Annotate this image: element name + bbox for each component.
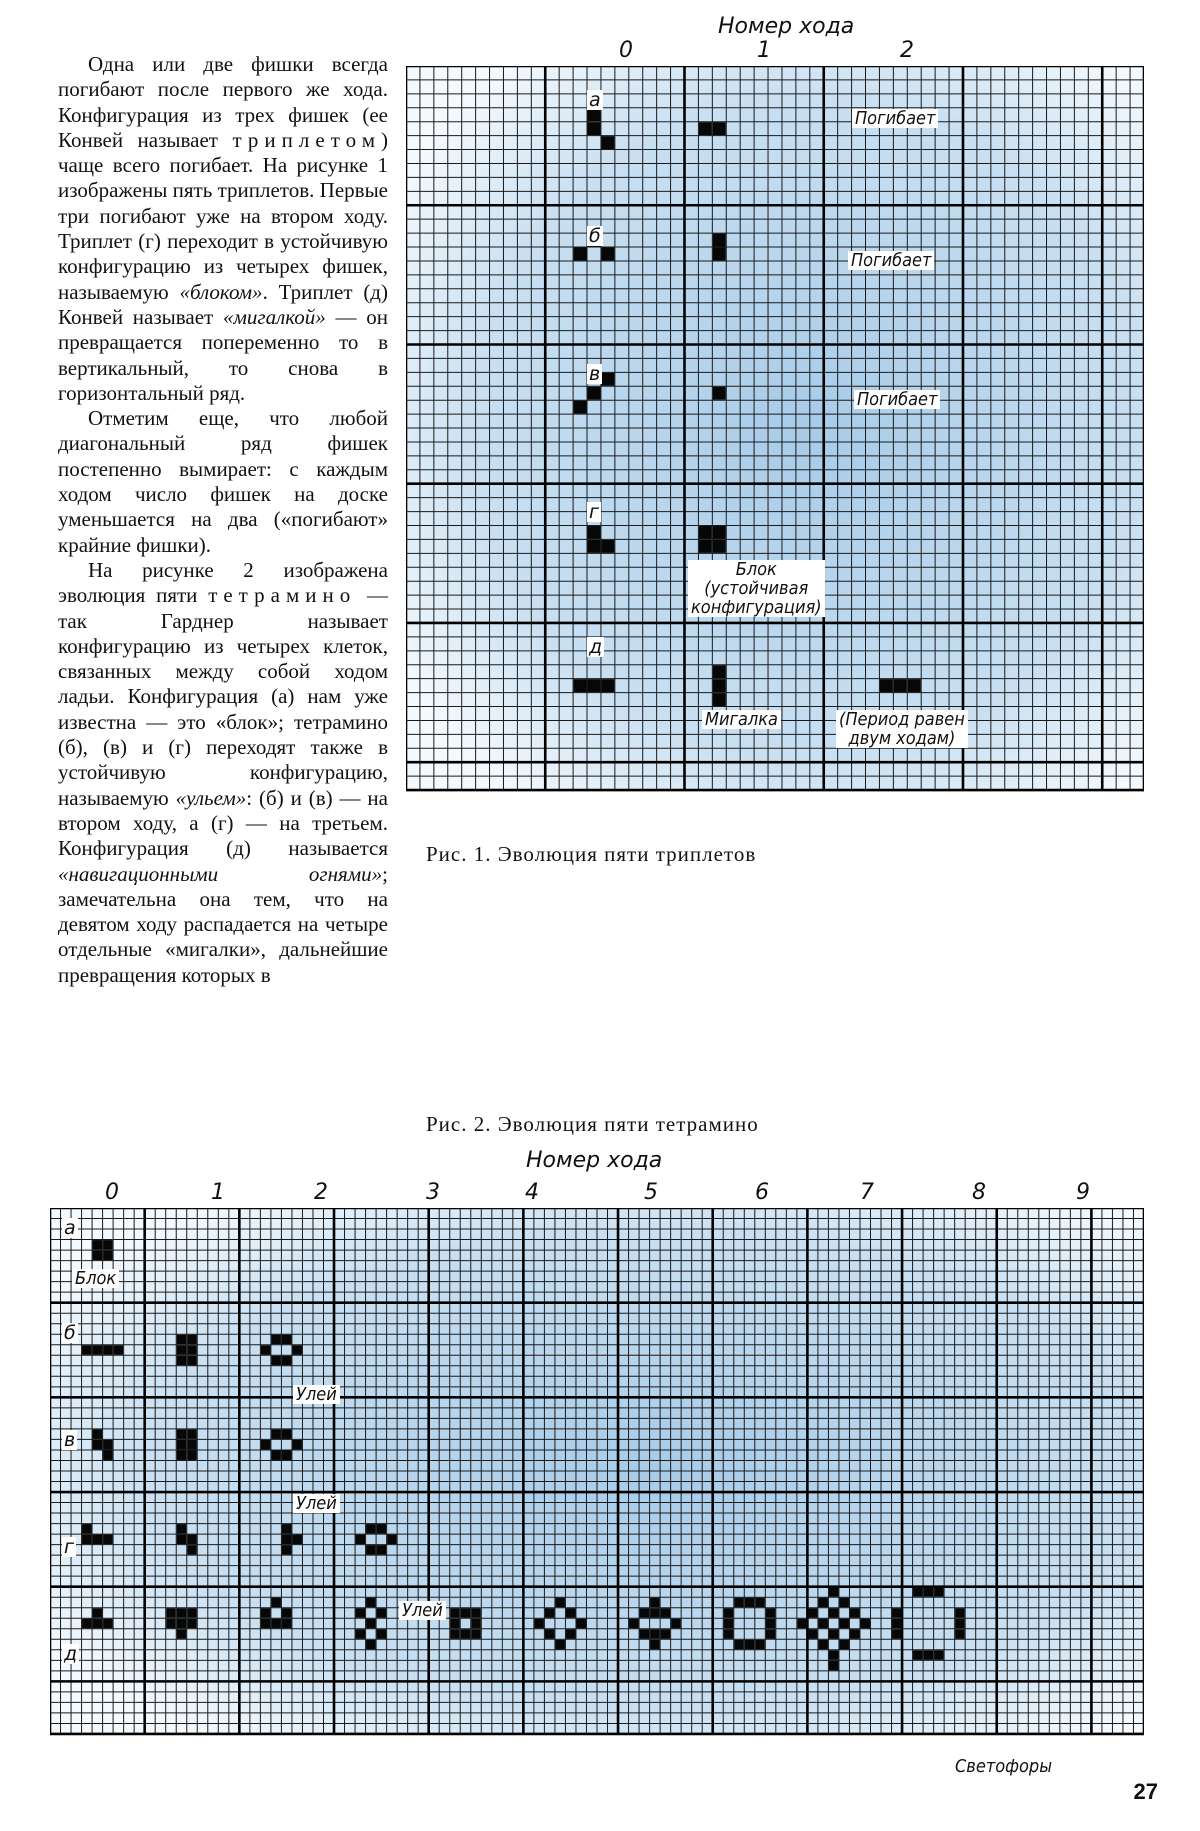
fig2-piece bbox=[356, 1608, 366, 1618]
fig2-piece bbox=[187, 1429, 197, 1439]
fig2-piece bbox=[629, 1619, 639, 1629]
fig2-piece bbox=[829, 1629, 839, 1639]
fig2-piece bbox=[924, 1587, 934, 1597]
page-number: 27 bbox=[1133, 1779, 1158, 1804]
fig2-piece bbox=[829, 1650, 839, 1660]
fig2-piece bbox=[187, 1345, 197, 1355]
fig1-piece bbox=[601, 248, 614, 261]
fig2-piece bbox=[755, 1598, 765, 1608]
paragraph-1: Одна или две фишки всегда погибают после первого же хода. Конфигурация из трех фишек (ее Конвей называет триплетом) чаще всего погибает. На рисунке 1 изображены пять триплетов. Первые три погибают уже на втором ходу. Триплет (г) переходит в устойчивую конфигурацию из четырех фишек, называемую «блоком». Триплет (д) Конвей называет «мигалкой» — он превращается попеременно то в вертикальный, то снова в горизонтальный ряд. bbox=[58, 52, 388, 405]
fig2-piece bbox=[661, 1608, 671, 1618]
fig2-col-2: 2 bbox=[314, 1180, 328, 1205]
fig2-piece bbox=[450, 1608, 460, 1618]
fig1-piece bbox=[894, 679, 907, 692]
fig2-piece bbox=[177, 1629, 187, 1639]
fig2-piece bbox=[839, 1619, 849, 1629]
fig2-piece bbox=[934, 1587, 944, 1597]
fig1-piece bbox=[713, 248, 726, 261]
fig2-piece bbox=[261, 1345, 271, 1355]
fig2-piece bbox=[755, 1640, 765, 1650]
fig2-piece bbox=[471, 1608, 481, 1618]
fig2-label-hive-g: Улей bbox=[399, 1601, 446, 1620]
fig2-piece bbox=[177, 1535, 187, 1545]
fig2-piece bbox=[839, 1598, 849, 1608]
fig2-piece bbox=[829, 1587, 839, 1597]
fig2-piece bbox=[177, 1429, 187, 1439]
fig2-piece bbox=[366, 1598, 376, 1608]
fig2-piece bbox=[745, 1640, 755, 1650]
fig2-piece bbox=[913, 1650, 923, 1660]
fig2-piece bbox=[177, 1524, 187, 1534]
fig2-piece bbox=[187, 1545, 197, 1555]
fig2-row-v: в bbox=[64, 1429, 76, 1451]
fig2-piece bbox=[177, 1450, 187, 1460]
fig1-row-v: в bbox=[589, 363, 601, 385]
fig2-row-b: б bbox=[64, 1322, 76, 1344]
fig2-piece bbox=[93, 1608, 103, 1618]
fig2-piece bbox=[640, 1629, 650, 1639]
fig2-piece bbox=[934, 1650, 944, 1660]
fig1-label-dies-v: Погибает bbox=[854, 390, 940, 409]
fig2-piece bbox=[377, 1524, 387, 1534]
fig2-piece bbox=[892, 1629, 902, 1639]
fig2-piece bbox=[555, 1640, 565, 1650]
fig2-piece bbox=[829, 1608, 839, 1618]
fig2-piece bbox=[377, 1545, 387, 1555]
fig1-col-0: 0 bbox=[619, 38, 633, 63]
fig2-piece bbox=[271, 1450, 281, 1460]
fig2-piece bbox=[377, 1608, 387, 1618]
fig2-piece bbox=[818, 1598, 828, 1608]
fig1-piece bbox=[713, 122, 726, 135]
fig2-piece bbox=[829, 1661, 839, 1671]
fig2-piece bbox=[187, 1440, 197, 1450]
fig2-piece bbox=[292, 1535, 302, 1545]
fig2-piece bbox=[892, 1608, 902, 1618]
fig2-piece bbox=[187, 1356, 197, 1366]
fig2-piece bbox=[661, 1629, 671, 1639]
fig1-caption: Рис. 1. Эволюция пяти триплетов bbox=[426, 842, 757, 866]
fig2-piece bbox=[261, 1619, 271, 1629]
fig2-piece bbox=[640, 1608, 650, 1618]
fig2-piece bbox=[177, 1345, 187, 1355]
fig2-piece bbox=[566, 1629, 576, 1639]
fig1-piece bbox=[574, 248, 587, 261]
fig2-row-d: д bbox=[64, 1643, 78, 1665]
fig2-piece bbox=[271, 1619, 281, 1629]
fig2-piece bbox=[114, 1345, 124, 1355]
fig2-piece bbox=[261, 1440, 271, 1450]
fig2-piece bbox=[93, 1619, 103, 1629]
fig2-piece bbox=[766, 1619, 776, 1629]
fig2-piece bbox=[187, 1335, 197, 1345]
fig2-piece bbox=[82, 1619, 92, 1629]
fig1-piece bbox=[713, 665, 726, 678]
fig2-piece bbox=[282, 1524, 292, 1534]
fig2-piece bbox=[82, 1535, 92, 1545]
fig2-piece bbox=[724, 1629, 734, 1639]
fig1-piece bbox=[601, 136, 614, 149]
fig2-piece bbox=[650, 1629, 660, 1639]
fig1-piece bbox=[713, 234, 726, 247]
fig2-piece bbox=[187, 1535, 197, 1545]
fig2-piece bbox=[839, 1640, 849, 1650]
fig2-piece bbox=[93, 1240, 103, 1250]
fig2-piece bbox=[177, 1440, 187, 1450]
fig2-piece bbox=[366, 1640, 376, 1650]
fig2-piece bbox=[808, 1629, 818, 1639]
fig2-row-a: а bbox=[64, 1217, 76, 1239]
fig2-piece bbox=[955, 1629, 965, 1639]
fig2-piece bbox=[387, 1535, 397, 1545]
fig2-label-block: Блок bbox=[72, 1269, 119, 1288]
fig2-piece bbox=[282, 1356, 292, 1366]
fig2-piece bbox=[377, 1629, 387, 1639]
fig2-piece bbox=[93, 1345, 103, 1355]
fig2-piece bbox=[282, 1619, 292, 1629]
fig1-piece bbox=[713, 387, 726, 400]
fig2-piece bbox=[82, 1345, 92, 1355]
fig2-piece bbox=[818, 1619, 828, 1629]
fig2-piece bbox=[924, 1650, 934, 1660]
fig2-piece bbox=[292, 1345, 302, 1355]
fig2-col-6: 6 bbox=[755, 1180, 769, 1205]
fig2-piece bbox=[461, 1629, 471, 1639]
fig2-col-3: 3 bbox=[426, 1180, 440, 1205]
figure-2-grid bbox=[50, 1208, 1144, 1738]
fig2-col-1: 1 bbox=[211, 1180, 225, 1205]
fig2-piece bbox=[103, 1240, 113, 1250]
fig2-piece bbox=[187, 1619, 197, 1629]
fig1-piece bbox=[601, 679, 614, 692]
fig2-piece bbox=[650, 1640, 660, 1650]
fig2-piece bbox=[366, 1524, 376, 1534]
fig1-label-period: (Период равен двум ходам) bbox=[836, 710, 968, 748]
fig2-piece bbox=[955, 1608, 965, 1618]
fig2-piece bbox=[103, 1440, 113, 1450]
fig2-piece bbox=[850, 1608, 860, 1618]
fig2-piece bbox=[534, 1619, 544, 1629]
fig2-piece bbox=[93, 1429, 103, 1439]
fig2-piece bbox=[450, 1629, 460, 1639]
fig1-piece bbox=[588, 387, 601, 400]
fig2-piece bbox=[650, 1598, 660, 1608]
fig2-piece bbox=[797, 1619, 807, 1629]
body-text bbox=[58, 52, 388, 988]
fig2-piece bbox=[366, 1545, 376, 1555]
fig2-piece bbox=[187, 1450, 197, 1460]
fig1-piece bbox=[699, 122, 712, 135]
fig2-piece bbox=[103, 1345, 113, 1355]
fig1-piece bbox=[588, 540, 601, 553]
fig1-label-blinker: Мигалка bbox=[702, 710, 781, 729]
fig2-piece bbox=[282, 1450, 292, 1460]
fig2-piece bbox=[366, 1619, 376, 1629]
fig2-piece bbox=[282, 1335, 292, 1345]
fig2-label-hive-b: Улей bbox=[293, 1385, 340, 1404]
fig2-piece bbox=[566, 1608, 576, 1618]
fig1-piece bbox=[574, 679, 587, 692]
fig2-piece bbox=[177, 1608, 187, 1618]
fig2-col-7: 7 bbox=[860, 1180, 874, 1205]
fig1-title: Номер хода bbox=[718, 14, 855, 39]
fig2-piece bbox=[576, 1619, 586, 1629]
fig2-piece bbox=[103, 1619, 113, 1629]
fig2-piece bbox=[103, 1450, 113, 1460]
fig1-piece bbox=[699, 540, 712, 553]
fig2-piece bbox=[555, 1598, 565, 1608]
fig1-piece bbox=[699, 526, 712, 539]
fig2-col-8: 8 bbox=[972, 1180, 986, 1205]
fig2-piece bbox=[282, 1535, 292, 1545]
paragraph-2: Отметим еще, что любой диагональный ряд фишек постепенно вымирает: с каждым ходом число фишек на доске уменьшается на два («погибают» крайние фишки). bbox=[58, 406, 388, 557]
fig2-piece bbox=[671, 1619, 681, 1629]
fig1-col-2: 2 bbox=[900, 38, 914, 63]
fig1-piece bbox=[574, 401, 587, 414]
fig2-piece bbox=[93, 1251, 103, 1261]
fig1-piece bbox=[880, 679, 893, 692]
fig2-piece bbox=[93, 1440, 103, 1450]
fig2-piece bbox=[177, 1619, 187, 1629]
fig2-col-0: 0 bbox=[105, 1180, 119, 1205]
fig2-piece bbox=[292, 1440, 302, 1450]
fig2-piece bbox=[282, 1608, 292, 1618]
fig2-col-9: 9 bbox=[1076, 1180, 1090, 1205]
paragraph-3: На рисунке 2 изображена эволюция пяти тетрамино — так Гарднер называет конфигурацию из четырех клеток, связанных между собой ходом ладьи. Конфигурация (а) нам уже известна — это «блок»; тетрамино (б), (в) и (г) переходят также в устойчивую конфигурацию, называемую «ульем»: (б) и (в) — на втором ходу, а (г) — на третьем. Конфигурация (д) называется «навигационными огнями»; замечательна она тем, что на девятом ходу распадается на четыре отдельные «мигалки», дальнейшие превращения которых в bbox=[58, 557, 388, 987]
fig2-piece bbox=[471, 1629, 481, 1639]
fig2-label-traffic-lights: Светофоры bbox=[952, 1757, 1055, 1776]
fig2-piece bbox=[724, 1608, 734, 1618]
fig2-piece bbox=[82, 1524, 92, 1534]
fig2-piece bbox=[892, 1619, 902, 1629]
fig2-piece bbox=[860, 1619, 870, 1629]
fig2-piece bbox=[808, 1608, 818, 1618]
fig1-piece bbox=[713, 693, 726, 706]
fig1-row-g: г bbox=[589, 501, 599, 523]
fig1-piece bbox=[713, 679, 726, 692]
fig2-piece bbox=[650, 1608, 660, 1618]
fig2-piece bbox=[450, 1619, 460, 1629]
fig2-piece bbox=[734, 1598, 744, 1608]
fig2-piece bbox=[471, 1619, 481, 1629]
fig2-piece bbox=[745, 1598, 755, 1608]
fig2-piece bbox=[461, 1608, 471, 1618]
fig1-piece bbox=[908, 679, 921, 692]
fig2-caption: Рис. 2. Эволюция пяти тетрамино bbox=[426, 1112, 759, 1136]
fig1-row-a: а bbox=[589, 89, 601, 111]
fig1-col-1: 1 bbox=[757, 38, 771, 63]
fig1-piece bbox=[588, 122, 601, 135]
fig2-piece bbox=[261, 1608, 271, 1618]
fig1-piece bbox=[713, 540, 726, 553]
fig2-piece bbox=[177, 1335, 187, 1345]
fig2-piece bbox=[282, 1429, 292, 1439]
fig1-piece bbox=[601, 373, 614, 386]
fig1-row-b: б bbox=[589, 225, 601, 247]
fig2-piece bbox=[818, 1640, 828, 1650]
fig1-piece bbox=[713, 526, 726, 539]
fig2-col-4: 4 bbox=[525, 1180, 539, 1205]
fig2-piece bbox=[282, 1545, 292, 1555]
fig2-piece bbox=[271, 1335, 281, 1345]
fig2-piece bbox=[766, 1629, 776, 1639]
fig2-piece bbox=[356, 1629, 366, 1639]
fig2-piece bbox=[187, 1608, 197, 1618]
fig2-piece bbox=[955, 1619, 965, 1629]
fig2-piece bbox=[93, 1535, 103, 1545]
fig2-piece bbox=[850, 1629, 860, 1639]
fig2-piece bbox=[734, 1640, 744, 1650]
fig2-piece bbox=[545, 1629, 555, 1639]
fig1-label-dies-a: Погибает bbox=[852, 109, 938, 128]
fig2-piece bbox=[166, 1608, 176, 1618]
fig2-piece bbox=[103, 1535, 113, 1545]
fig2-piece bbox=[545, 1608, 555, 1618]
fig2-piece bbox=[724, 1619, 734, 1629]
fig2-piece bbox=[103, 1251, 113, 1261]
fig1-label-block: Блок (устойчивая конфигурация) bbox=[688, 560, 825, 617]
fig1-label-dies-b: Погибает bbox=[848, 251, 934, 270]
fig1-piece bbox=[601, 540, 614, 553]
fig2-piece bbox=[166, 1619, 176, 1629]
fig2-col-5: 5 bbox=[644, 1180, 658, 1205]
fig2-piece bbox=[271, 1356, 281, 1366]
fig1-row-d: д bbox=[589, 636, 603, 658]
fig2-piece bbox=[913, 1587, 923, 1597]
fig1-piece bbox=[588, 679, 601, 692]
fig2-piece bbox=[356, 1535, 366, 1545]
fig2-row-g: г bbox=[64, 1536, 74, 1558]
fig2-title: Номер хода bbox=[526, 1148, 663, 1173]
fig2-piece bbox=[177, 1356, 187, 1366]
figure-1-grid bbox=[406, 66, 1144, 794]
fig2-piece bbox=[271, 1429, 281, 1439]
fig2-piece bbox=[766, 1608, 776, 1618]
fig2-piece bbox=[271, 1598, 281, 1608]
fig1-piece bbox=[588, 526, 601, 539]
fig2-label-hive-v: Улей bbox=[293, 1494, 340, 1513]
